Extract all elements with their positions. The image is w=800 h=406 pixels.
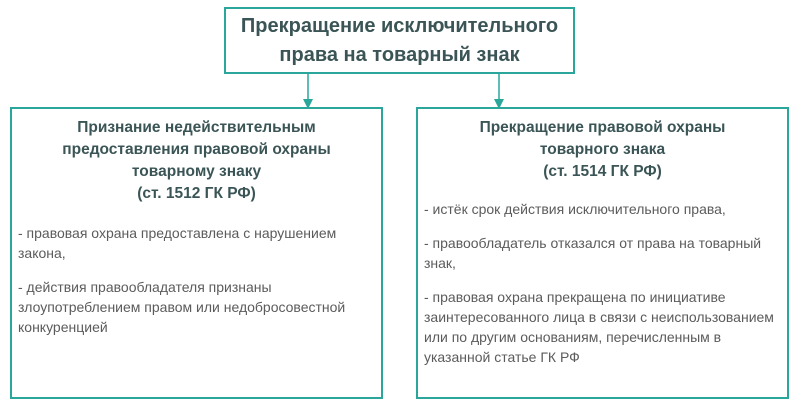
node-invalidation (10, 107, 383, 399)
heading-line: Прекращение правовой охраны (479, 119, 726, 136)
node-termination-heading (418, 117, 787, 183)
root-title: Прекращение исключительного права на товарный знак (240, 14, 559, 66)
node-termination-items (418, 199, 787, 367)
list-item: - действия правообладателя признаны злоупотреблением правом или недобросовестной конкуренцией (18, 279, 346, 335)
heading-line: (ст. 1512 ГК РФ) (137, 185, 256, 202)
list-item: - истёк срок действия исключительного права, (424, 201, 726, 217)
heading-line: предоставления правовой охраны (62, 141, 331, 158)
list-item: - правообладатель отказался от права на товарный знак, (424, 235, 762, 271)
root-node (224, 7, 575, 74)
heading-line: Признание недействительным (77, 119, 316, 136)
node-invalidation-heading (12, 117, 381, 205)
list-item: - правовая охрана предоставлена с нарушением закона, (18, 225, 337, 261)
list-item: - правовая охрана прекращена по инициативе заинтересованного лица в связи с неиспользованием или по другим основаниям, перечисленным в указанной статье ГК РФ (424, 289, 774, 365)
heading-line: товарному знаку (131, 163, 262, 180)
heading-line: товарного знака (539, 141, 666, 158)
heading-line: (ст. 1514 ГК РФ) (543, 163, 662, 180)
node-termination (416, 107, 789, 399)
node-invalidation-items (12, 223, 381, 337)
